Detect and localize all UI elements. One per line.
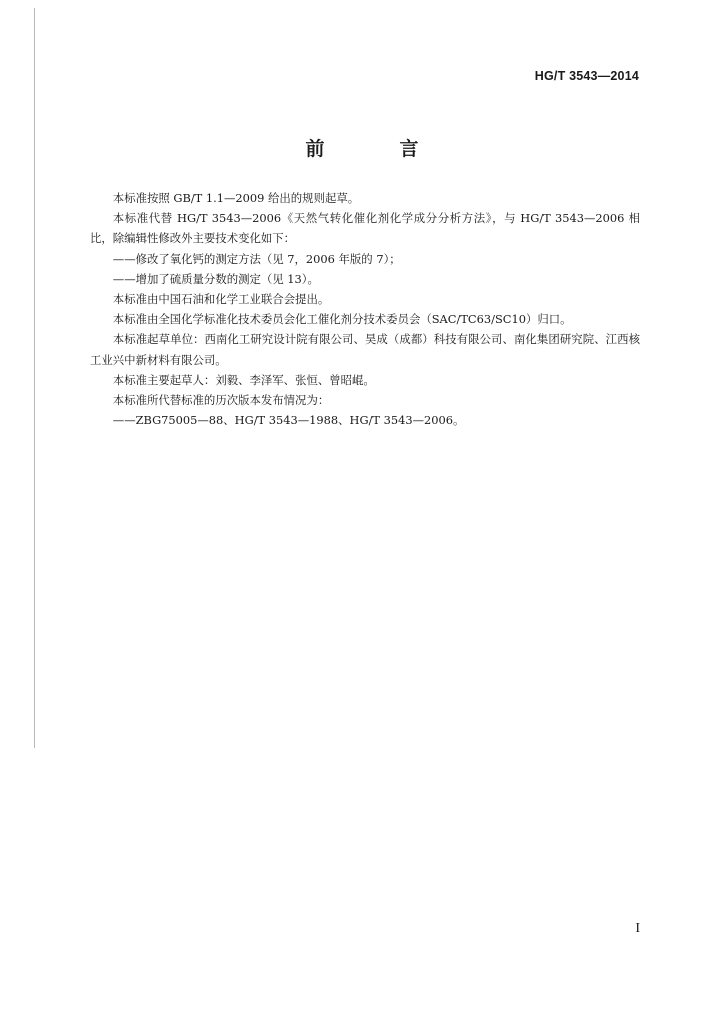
history-item-versions: ——ZBG75005—88、HG/T 3543—1988、HG/T 3543—2006。 [112, 413, 465, 428]
paragraph-drafting-units: 本标准起草单位：西南化工研究设计院有限公司、昊成（成都）科技有限公司、南化集团研究院、江西核工业兴中新材料有限公司。 [90, 332, 640, 367]
page-number: I [635, 921, 640, 936]
change-item-sulfur: ——增加了硫质量分数的测定（见 13）。 [112, 271, 319, 286]
page-title: 前 言 [305, 138, 447, 160]
binding-margin-line [34, 8, 35, 748]
paragraph-committee: 本标准由全国化学标准化技术委员会化工催化剂分技术委员会（SAC/TC63/SC10）归口。 [112, 312, 572, 327]
foreword-body [90, 188, 640, 430]
paragraph-drafters: 本标准主要起草人：刘毅、李泽军、张恒、曾昭崐。 [112, 372, 375, 387]
paragraph-drafting-rules: 本标准按照 GB/T 1.1—2009 给出的规则起草。 [112, 191, 360, 205]
paragraph-replacement: 本标准代替 HG/T 3543—2006《天然气转化催化剂化学成分分析方法》，与 HG/T 3543—2006 相比，除编辑性修改外主要技术变化如下： [90, 211, 640, 246]
change-item-calcium-oxide: ——修改了氧化钙的测定方法（见 7，2006 年版的 7）； [112, 251, 401, 266]
standard-code: HG/T 3543—2014 [534, 69, 639, 83]
paragraph-history-intro: 本标准所代替标准的历次版本发布情况为： [112, 393, 330, 408]
paragraph-proposer: 本标准由中国石油和化学工业联合会提出。 [112, 292, 330, 307]
